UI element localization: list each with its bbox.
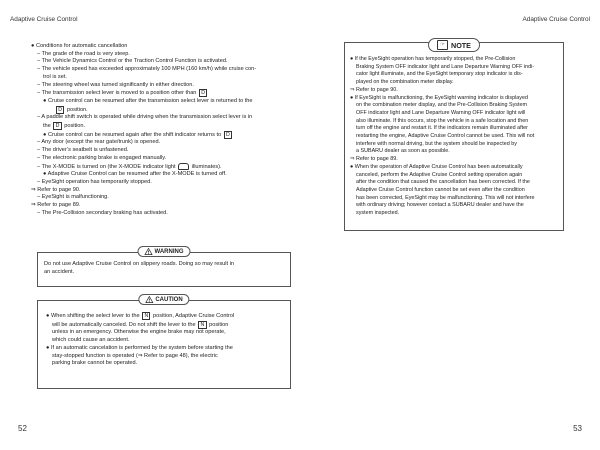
page-reference[interactable]: ⇒ Refer to page 90. — [350, 86, 398, 93]
running-header-left: Adaptive Cruise Control — [10, 16, 78, 23]
list-item: – The transmission select lever is moved to a position other than D — [31, 89, 293, 98]
list-item: ● Conditions for automatic cancellation — [31, 43, 128, 49]
warning-triangle-icon — [145, 248, 153, 255]
list-item: the D position. — [43, 123, 86, 130]
running-header-right: Adaptive Cruise Control — [522, 16, 590, 23]
caution-label: ! CAUTION — [138, 294, 189, 305]
list-item: – EyeSight operation has temporarily stopped. — [37, 178, 152, 185]
svg-text:!: ! — [147, 250, 150, 255]
warning-text: Do not use Adaptive Cruise Control on slippery roads. Doing so may result in an accident. — [44, 261, 234, 275]
list-item: ● Adaptive Cruise Control can be resumed after the X-MODE is turned off. — [43, 171, 227, 178]
list-item: ● When the operation of Adaptive Cruise Control has been automatically — [350, 163, 523, 170]
caution-triangle-icon — [145, 296, 153, 303]
list-item: – The X-MODE is turned on (the X-MODE indicator light illuminates). — [37, 163, 222, 170]
svg-text:!: ! — [148, 298, 151, 303]
note-box — [344, 42, 564, 231]
list-item: ● If the EyeSight operation has temporarily stopped, the Pre-Collision — [350, 56, 516, 62]
list-item: D position. — [31, 106, 293, 115]
list-item: trol is set. — [43, 73, 67, 80]
list-item: ● If EyeSight is malfunctioning, the EyeSight warning indicator is displayed — [350, 94, 528, 101]
caution-text: ● When shifting the select lever to the N position, Adaptive Cruise Control will be automatically canceled. Do not shift the lever to the N position unless in an emergency. Otherwise the engine brake may not operate, which could cause an accident. ● If an automatic cancelation is performed by the system before starting the stay-stopped function is operated (⇒ Refer to page 48), the electric parking brake cannot be operated. — [46, 312, 284, 368]
shift-position-key: N — [142, 312, 150, 320]
list-item: – A paddle shift switch is operated while driving when the transmission select lever is in — [37, 114, 253, 121]
page-reference[interactable]: ⇒ Refer to page 90. — [31, 186, 81, 193]
list-item: – The vehicle speed has exceeded approximately 100 MPH (160 km/h) while cruise con- — [37, 66, 257, 73]
list-item: – The driver’s seatbelt is unfastened. — [37, 147, 129, 154]
page-reference[interactable]: ⇒ Refer to page 89. — [31, 202, 81, 209]
page-number-right: 53 — [573, 424, 582, 433]
shift-position-key: D — [53, 122, 61, 130]
shift-position-key: N — [198, 321, 206, 329]
note-label: ☞ NOTE — [428, 38, 480, 52]
x-mode-indicator-icon — [178, 163, 189, 170]
list-item: – EyeSight is malfunctioning. — [37, 194, 109, 201]
list-item: ● Cruise control can be resumed again after the shift indicator returns to D — [31, 131, 293, 140]
note-hand-icon: ☞ — [437, 40, 448, 50]
list-item: – The Pre-Collision secondary braking has activated. — [37, 209, 168, 216]
list-item: – Any door (except the rear gate/trunk) is opened. — [37, 139, 161, 146]
list-item: ● When shifting the select lever to the N position, Adaptive Cruise Control — [46, 313, 235, 319]
list-item: – The grade of the road is very steep. — [37, 50, 130, 57]
page-reference[interactable]: ⇒ Refer to page 89. — [350, 156, 398, 163]
shift-position-key: D — [199, 89, 207, 97]
caution-box — [37, 296, 291, 389]
shift-position-key: D — [224, 131, 232, 139]
warning-box — [37, 248, 291, 287]
cancellation-conditions — [31, 43, 293, 217]
warning-label: ! WARNING — [138, 246, 191, 257]
list-item: ● Cruise control can be resumed after the transmission select lever is returned to the — [43, 97, 253, 104]
page-number-left: 52 — [18, 424, 27, 433]
list-item: – The steering wheel was turned significantly in either direction. — [37, 81, 194, 88]
note-text: ● If the EyeSight operation has temporarily stopped, the Pre-Collision Braking System OFF indicator light and Lane Departure Warning OFF indi- cator light illuminate, and the EyeSight temporary stop indicator is dis- played on the combination meter display. ⇒ Refer to page 90. ● If EyeSight is malfunctioning, the EyeSight warning indicator is displayed on the combination meter display, and the Pre-Collision Braking System OFF indicator light and Lane Departure Warning OFF indicator light will also illuminate. If this occurs, stop the vehicle in a safe location and then turn off the engine and restart it. If the indicators remain illuminated after restarting the engine, Adaptive Cruise Control cannot be used. This will not interfere with normal driving, but the system should be inspected by a SUBARU dealer as soon as possible. ⇒ Refer to page 89. ● When the operation of Adaptive Cruise Control has been automatically canceled, perform the Adaptive Cruise Control setting operation again after the condition that caused the cancellation has been corrected. If the Adaptive Cruise Control function cannot be set even after the condition has been corrected, EyeSight may be malfunctioning. This will not interfere with ordinary driving; however contact a SUBARU dealer and have the system inspected. — [350, 56, 559, 218]
list-item: – The electronic parking brake is engaged manually. — [37, 154, 167, 161]
list-item: – The Vehicle Dynamics Control or the Traction Control Function is activated. — [37, 58, 228, 65]
list-item: ● If an automatic cancelation is performed by the system before starting the — [46, 344, 233, 351]
shift-position-key: D — [56, 106, 64, 114]
